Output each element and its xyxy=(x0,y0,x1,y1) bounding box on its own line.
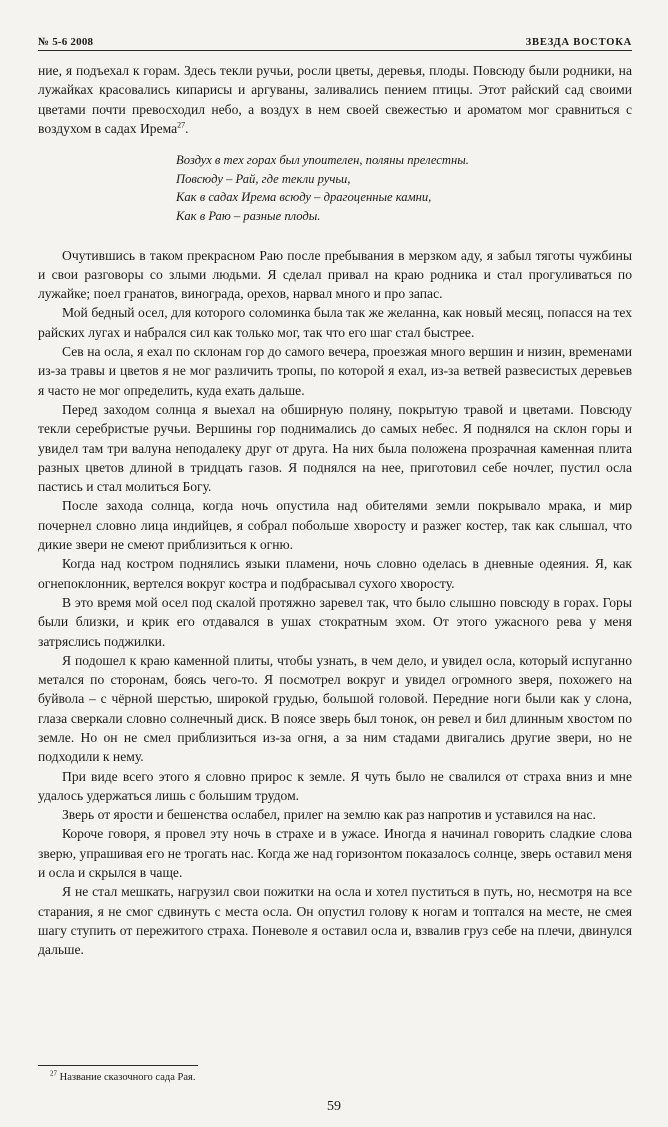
paragraph: Зверь от ярости и бешенства ослабел, прилег на землю как раз напротив и уставился на нас. xyxy=(62,807,596,823)
paragraph: Перед заходом солнца я выехал на обширную поляну, покрытую травой и цветами. Повсюду текли серебристые ручьи. Вершины гор поднимались до самых небес. Я поднялся на склон горы и увидел там три валуна неподалеку друг от друга. На них была положена прозрачная каменная плита разных цветов длиной в тридцать газов. Я поднялся на нее, приготовил себе ночлег, пустил осла пастись и стал молиться Богу. xyxy=(38,401,632,495)
footnote-divider xyxy=(38,1065,198,1066)
poem-line: Как в садах Ирема всюду – драгоценные камни, xyxy=(176,190,432,205)
poem-line: Воздух в тех горах был упоителен, поляны прелестны. xyxy=(176,153,469,168)
journal-title: ЗВЕЗДА ВОСТОКА xyxy=(525,37,632,48)
paragraph-continued: ние, я подъехал к горам. Здесь текли ручьи, росли цветы, деревья, плоды. Повсюду были родники, на лужайках красовались кипарисы и аргуваны, заливались пением птицы. Этот райский сад своими цветами почти превосходил небо, а воздух в нем своей свежестью и ароматом мог сравниться с воздухом в садах Ирема$^{27}$. xyxy=(38,63,632,136)
paragraph: Короче говоря, я провел эту ночь в страхе и в ужасе. Иногда я начинал говорить сладкие слова зверю, упрашивая его не трогать нас. Когда же над горизонтом показалось солнце, зверь оставил меня и осла и скрылся в чаще. xyxy=(38,826,632,881)
paragraph: После захода солнца, когда ночь опустила над обителями земли покрывало мрака, и мир почернел словно лица индийцев, я собрал побольше хворосту и разжег костер, так как слышал, что дикие звери не смеют приблизиться к огню. xyxy=(38,498,632,553)
issue-label: № 5-6 2008 xyxy=(38,36,94,48)
paragraph: Я подошел к краю каменной плиты, чтобы узнать, в чем дело, и увидел осла, который испуганно метался по сторонам, боясь чего-то. Я посмотрел вокруг и увидел огромного зверя, похожего на буйвола – с чёрной шерстью, широкой грудью, большой головой. Передние ноги были как у слона, глаза сверкали словно солнечный диск. В поясе зверь был тонок, он ревел и бил длинным хвостом по земле. Но он не смел приблизиться из-за огня, а за ним стадами двигались другие звери, но не подходили к нему. xyxy=(38,652,632,765)
poem-line: Повсюду – Рай, где текли ручьи, xyxy=(176,171,351,186)
page-number: 59 xyxy=(327,1099,341,1114)
footnote-ref[interactable]: 27 xyxy=(177,120,186,130)
paragraph: В это время мой осел под скалой протяжно заревел так, что было слышно повсюду в горах. Горы были близки, и крик его отдавался в ушах стократным эхом. От этого ужасного рева у меня затряслись поджилки. xyxy=(38,594,632,649)
footnote xyxy=(50,1071,195,1084)
footnote-text: Название сказочного сада Рая. xyxy=(59,1072,196,1083)
page xyxy=(38,36,632,960)
paragraph: Сев на осла, я ехал по склонам гор до самого вечера, проезжая много вершин и низин, временами из-за травы и цветов я не мог различить тропы, по которой я ехал, из-за ветвей развесистых деревьев я часто не мог определить, куда ехать дальше. xyxy=(38,344,632,398)
poem-line: Как в Раю – разные плоды. xyxy=(176,208,321,223)
footnote-number: 27 xyxy=(50,1069,57,1078)
paragraph: Я не стал мешкать, нагрузил свои пожитки на осла и хотел пуститься в путь, но, несмотря на все старания, я не смог сдвинуть с места осла. Он опустил голову к ногам и топтался на месте, не смея шагу ступить от пережитого страха. Поневоле я оставил осла и, взвалив груз себе на плечи, двинулся дальше. xyxy=(38,884,632,958)
paragraph: При виде всего этого я словно прирос к земле. Я чуть было не свалился от страха вниз и мне удалось удержаться лишь с большим трудом. xyxy=(38,768,632,803)
poem xyxy=(176,151,632,225)
running-header xyxy=(38,36,632,51)
article-body xyxy=(38,61,632,960)
paragraph: Когда над костром поднялись языки пламени, ночь словно оделась в дневные одеяния. Я, как огнепоклонник, вертелся вокруг костра и подбрасывал сухого хворосту. xyxy=(38,556,632,591)
paragraph: Очутившись в таком прекрасном Раю после пребывания в мерзком аду, я забыл тяготы чужбины и свои разговоры со злыми людьми. Я сделал привал на краю родника и стал прогуливаться по лужайке; поел гранатов, винограда, орехов, нарвал много и про запас. xyxy=(38,247,632,302)
paragraph: Мой бедный осел, для которого соломинка была так же желанна, как новый месяц, попасся на тех райских лугах и набрался сил как только мог, так что его шаг стал быстрее. xyxy=(38,305,632,340)
